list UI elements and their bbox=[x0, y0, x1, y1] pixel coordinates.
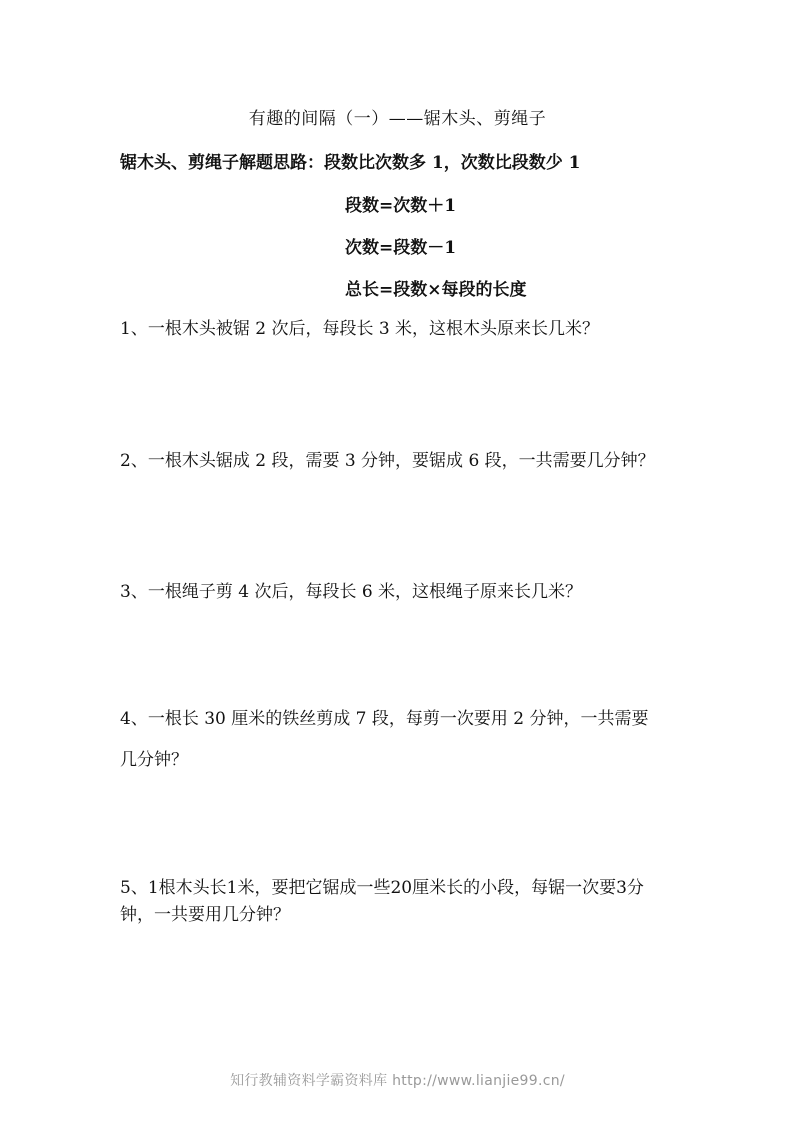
solution-method-line: 锯木头、剪绳子解题思路：段数比次数多 1，次数比段数少 1 bbox=[120, 153, 581, 173]
question-5-line-1: 5、1根木头长1米，要把它锯成一些20厘米长的小段，每锯一次要3分 bbox=[120, 878, 644, 898]
formula-segments: 段数=次数＋1 bbox=[345, 196, 457, 216]
formula-cuts: 次数=段数－1 bbox=[345, 238, 457, 258]
question-1: 1、一根木头被锯 2 次后，每段长 3 米，这根木头原来长几米？ bbox=[120, 319, 600, 339]
question-4-line-1: 4、一根长 30 厘米的铁丝剪成 7 段，每剪一次要用 2 分钟，一共需要 bbox=[120, 709, 649, 729]
formula-total-length: 总长=段数×每段的长度 bbox=[345, 280, 527, 300]
footer-watermark-text: 知行教辅资料学霸资料库 http://www.lianjie99.cn/ bbox=[230, 1073, 565, 1089]
question-4-line-2: 几分钟？ bbox=[120, 750, 188, 770]
question-2: 2、一根木头锯成 2 段，需要 3 分钟，要锯成 6 段，一共需要几分钟？ bbox=[120, 451, 655, 471]
question-5-line-2: 钟，一共要用几分钟？ bbox=[120, 905, 290, 925]
page-title: 有趣的间隔（一）——锯木头、剪绳子 bbox=[248, 109, 547, 129]
question-3: 3、一根绳子剪 4 次后，每段长 6 米，这根绳子原来长几米？ bbox=[120, 582, 583, 602]
